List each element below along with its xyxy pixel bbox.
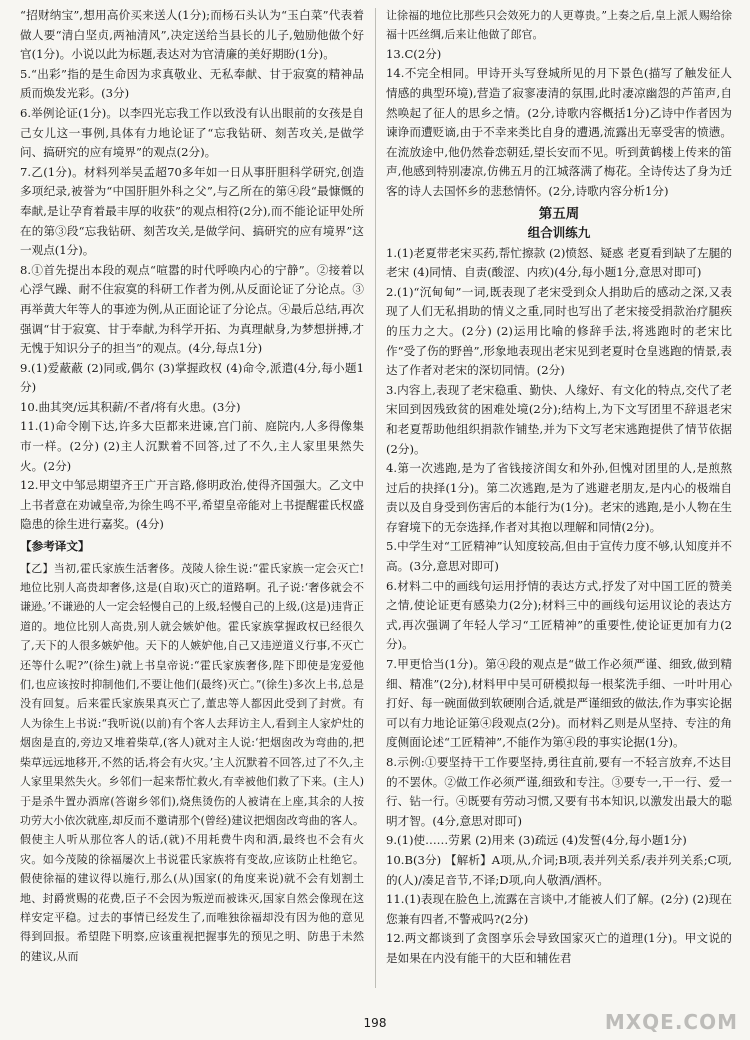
answer-item: 13.C(2分) [386,46,442,61]
answer-item: 12.两文都谈到了贪图享乐会导致国家灭亡的道理(1分)。甲文说的是如果在内没有能干的大臣和辅佐君 [386,931,732,965]
answer-item: 3.内容上,表现了老宋稳重、勤快、人缘好、有文化的特点,交代了老宋回到因残致贫的困难处境(2分);结构上,为下文写团里不辞退老宋和老夏帮助他组织捐款作铺垫,并为下文写老宋逃跑提供了情节依据(2分)。 [386,382,732,456]
answer-item: 9.(1)爱蔽蔽 (2)同或,偶尔 (3)掌握政权 (4)命令,派遣(4分,每小题1分) [20,360,364,395]
answer-item: 6.材料二中的画线句运用抒情的表达方式,抒发了对中国工匠的赞美之情,使论证更有感染力(2分);材料三中的画线句运用议论的表达方式,再次强调了年轻人学习“工匠精神”的重要性,使论证更加有力(2分)。 [386,578,732,652]
answer-item: 10.曲其突/远其积薪/不者/将有火患。(3分) [20,399,241,414]
answer-item: 5.中学生对“工匠精神”认知度较高,但由于宣传力度不够,认知度并不高。(3分,意思对即可) [386,539,732,574]
answer-item: 4.第一次逃跑,是为了省钱接济闺女和外孙,但愧对团里的人,是煎熬过后的抉择(1分)。第二次逃跑,是为了逃避老朋友,是内心的极端自责以及自身受到伤害后的本能行为(1分)。老宋的逃跑,是小人物在生存窘境下的无奈选择,作者对其抱以理解和同情(2分)。 [386,461,732,534]
translation-continued: 让徐福的地位比那些只会效死力的人更尊贵。”上奏之后,皇上派人赐给徐福十匹丝绸,后来让他做了郎官。 [386,9,732,42]
watermark-logo: MXQE.COM [604,1010,738,1034]
answer-item: 5.“出彩”指的是生命因为求真敬业、无私奉献、甘于寂寞的精神品质而焕发光彩。(3分) [20,66,364,101]
answer-item: 12.甲文中邹忌期望齐王广开言路,修明政治,使得齐国强大。乙文中上书者意在劝诫皇帝,为徐生鸣不平,希望皇帝能对上书提醒霍氏权盛隐患的徐生进行嘉奖。(4分) [20,478,364,532]
column-divider [375,8,376,988]
answer-item: 9.(1)使……劳累 (2)用来 (3)疏远 (4)发誓(4分,每小题1分) [386,833,687,848]
answer-item: 11.(1)命令刚下达,许多大臣都来进谏,宫门前、庭院内,人多得像集市一样。(2分) (2)主人沉默着不回答,过了不久,主人家里果然失火。(2分) [20,419,364,473]
right-column [386,6,732,1006]
answer-item: 2.(1)“沉甸甸”一词,既表现了老宋受到众人捐助后的感动之深,又表现了人们无私捐助的情义之重,同时也写出了老宋接受捐款治疗腿疾的压力之大。(2分) (2)运用比喻的修辞手法,将逃跑时的老宋比作“受了伤的野兽”,形象地表现出老宋见到老夏时仓皇逃跑的情景,表达了作者对老宋的深切同情。(2分) [386,284,732,378]
answer-item: “招财纳宝”,想用高价买来送人(1分);而杨石头认为“玉白菜”代表着做人要“清白坚贞,两袖清风”,决定送给当县长的儿子,勉励他做个好官(1分)。小说以此为标题,表达对为官清廉的美好期盼(1分)。 [20,8,364,62]
translation-text: 【乙】当初,霍氏家族生活奢侈。茂陵人徐生说:“霍氏家族一定会灭亡!地位比别人高贵却奢侈,这是(自取)灭亡的道路啊。孔子说:‘奢侈就会不谦逊。’不谦逊的人一定会轻慢自己的上级,轻慢自己的上级,(这是)违背正道的。地位比别人高贵,别人就会嫉妒他。霍氏家族掌握政权已经很久了,天下的人很多嫉妒他。天下的人嫉妒他,自己又违逆道义行事,不灭亡还等什么呢?”(徐生)就上书皇帝说:“霍氏家族奢侈,陛下即使是宠爱他们,也应该按时抑制他们,不要让他们(最终)灭亡。”(徐生)多次上书,总是没有回复。后来霍氏家族果真灭亡了,董忠等人都因此受到了封赏。有人为徐生上书说:“我听说(以前)有个客人去拜访主人,看到主人家炉灶的烟囱是直的,旁边又堆着柴草,(客人)就对主人说:‘把烟囱改为弯曲的,把柴草远远地移开,不然的话,将会有火灾。’主人沉默着不回答,过了不久,主人家里果然失火。乡邻们一起来帮忙救火,有幸被他们救了下来。(主人)于是杀牛置办酒席(答谢乡邻们),烧焦烫伤的人被请在上座,其余的人按功劳大小依次就座,却反而不邀请那个(曾经)建议把烟囱改弯曲的客人。假使主人听从那位客人的话,(就)不用耗费牛肉和酒,最终也不会有火灾。如今茂陵的徐福屡次上书说霍氏家族将有变故,应该防止杜绝它。假使徐福的建议得以施行,那么(从)国家(的角度来说)就不会有划割土地、封爵赏赐的花费,臣子不会因为叛逆而被诛灭,国家自然会像现在这样安定平稳。过去的事情已经发生了,而唯独徐福却没有因为他的意见得到回报。希望陛下明察,应该重视把握事先的预见之明、防患于未然的建议,从而 [20,561,364,963]
answer-item: 7.甲更恰当(1分)。第④段的观点是“做工作必须严谨、细致,做到精细、精准”(2分),材料甲中吴可研模拟每一根桨洗手细、一叶叶用心打好、每一碗面做到软硬刚合适,就是严谨细致的做法,作为事实论据可以有力地论证第④段观点(2分)。而材料乙则是从坚持、专注的角度侧面论述“工匠精神”,不能作为第④段的事实论据(1分)。 [386,657,732,750]
answer-item: 11.(1)表现在脸色上,流露在言谈中,才能被人们了解。(2分) (2)现在您兼有四者,不警戒吗?(2分) [386,892,732,926]
answer-item: 10.B(3分) 【解析】A项,从,介词;B项,表并列关系/表并列关系;C项,的(人)/凑足音节,不译;D项,向人敬酒/酒杯。 [386,852,732,887]
answer-item: 8.示例:①要坚持干工作要坚持,勇往直前,要有一不轻言放弃,不达目的不罢休。②做工作必须严谨,细致和专注。③要专一,干一行、爱一行、钻一行。④既要有劳动习惯,又要有书本知识,以激发出最大的聪明才智。(4分,意思对即可) [386,755,732,828]
translation-heading: 【参考译文】 [20,539,90,554]
answer-item: 7.乙(1分)。材料列举吴孟超70多年如一日从事肝胆科学研究,创造多项纪录,被誉为“中国肝胆外科之父”,与乙所在的第④段“最慷慨的奉献,是让孕育着最丰厚的收获”的观点相符(2分),而不能论证甲处所在的第③段“忘我钻研、刻苦攻关,是做学问、搞研究的应有境界”这一观点(1分)。 [20,164,364,258]
answer-item: 1.(1)老夏带老宋买药,帮忙擦款 (2)愤怒、疑惑 老夏看到缺了左腿的老宋 (4)同情、自责(酸涩、内疚)(4分,每小题1分,意思对即可) [386,245,732,280]
answer-item: 6.举例论证(1分)。以李四光忘我工作以致没有认出眼前的女孩是自己女儿这一事例,具体有力地论证了“忘我钻研、刻苦攻关,是做学问、搞研究的应有境界”的观点(2分)。 [20,105,364,160]
left-column [20,6,364,1006]
answer-item: 14.不完全相同。甲诗开头写登城所见的月下景色(描写了触发征人情感的典型环境),营造了寂寥凄清的氛围,此时凄凉幽怨的芦笛声,自然唤起了征人的思乡之情。(2分,诗歌内容概括1分)乙诗中作者因为谏诤而遭贬谪,由于不幸来类比自身的遭遇,流露出无辜受害的愤懑。在流放途中,他仍然眷恋朝廷,望长安而不见。听到黄鹤楼上传来的笛声,他感到特别凄凉,仿佛五月的江城落满了梅花。全诗传达了身为迁客的诗人去国怀乡的悲愁情怀。(2分,诗歌内容分析1分) [386,66,732,198]
week-title: 第五周 [538,205,580,222]
answer-item: 8.①首先提出本段的观点“喧嚣的时代呼唤内心的宁静”。②接着以心浮气躁、耐不住寂寞的科研工作者为例,从反面论证了分论点。③再举黄大年等人的事迹为例,从正面论证了分论点。④最后总结,再次强调“甘于寂寞、甘于奉献,为科学开拓、为真理献身,为梦想拼搏,才无愧于知识分子的担当”的观点。(4分,每点1分) [20,262,364,356]
page-number: 198 [363,1016,387,1030]
section-subtitle: 组合训练九 [527,224,591,240]
